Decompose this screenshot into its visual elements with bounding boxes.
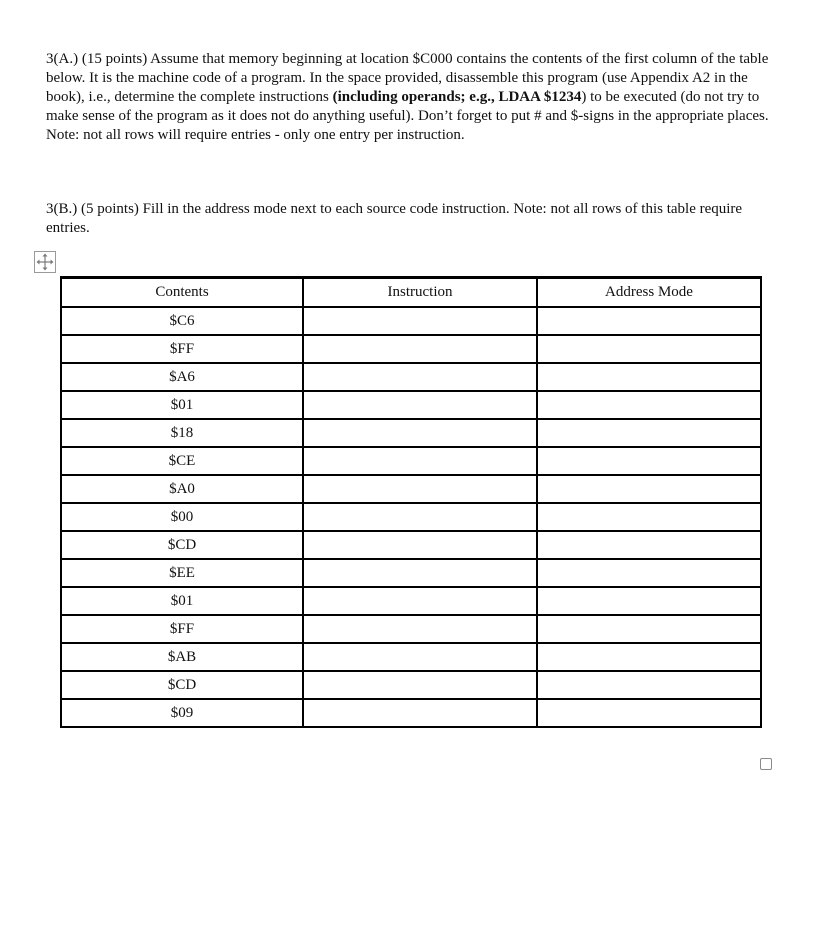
contents-cell: $00 [61, 503, 303, 531]
address-mode-cell[interactable] [537, 307, 761, 335]
table-header-row [61, 278, 761, 308]
instruction-cell[interactable] [303, 447, 537, 475]
instruction-cell[interactable] [303, 363, 537, 391]
address-mode-cell[interactable] [537, 615, 761, 643]
instruction-cell[interactable] [303, 615, 537, 643]
contents-cell: $C6 [61, 307, 303, 335]
table-row [61, 587, 761, 615]
contents-cell: $01 [61, 587, 303, 615]
address-mode-cell[interactable] [537, 419, 761, 447]
address-mode-cell[interactable] [537, 503, 761, 531]
instruction-cell[interactable] [303, 559, 537, 587]
instruction-cell[interactable] [303, 419, 537, 447]
address-mode-cell[interactable] [537, 447, 761, 475]
instruction-cell[interactable] [303, 699, 537, 727]
table-row [61, 475, 761, 503]
contents-cell: $01 [61, 391, 303, 419]
header-instruction: Instruction [303, 278, 537, 308]
contents-cell: $CD [61, 531, 303, 559]
table-resize-handle[interactable] [760, 758, 772, 770]
table-row [61, 335, 761, 363]
contents-cell: $A0 [61, 475, 303, 503]
machine-code-table [60, 276, 762, 728]
address-mode-cell[interactable] [537, 559, 761, 587]
table-row [61, 699, 761, 727]
table-row [61, 447, 761, 475]
address-mode-cell[interactable] [537, 699, 761, 727]
contents-cell: $09 [61, 699, 303, 727]
contents-cell: $A6 [61, 363, 303, 391]
contents-cell: $18 [61, 419, 303, 447]
table-row [61, 531, 761, 559]
question-3a-text-part2: ) to be executed (do not try to make sense of the program as it does not do anything useful). Don’t forget to put # and $-signs in the appropriate places. Note: not all rows will require entries - only one entry per instruction. [46, 89, 769, 143]
address-mode-cell[interactable] [537, 391, 761, 419]
instruction-cell[interactable] [303, 335, 537, 363]
contents-cell: $EE [61, 559, 303, 587]
table-row [61, 307, 761, 335]
table-row [61, 559, 761, 587]
address-mode-cell[interactable] [537, 363, 761, 391]
instruction-cell[interactable] [303, 587, 537, 615]
instruction-cell[interactable] [303, 503, 537, 531]
table-row [61, 503, 761, 531]
instruction-cell[interactable] [303, 475, 537, 503]
contents-cell: $CE [61, 447, 303, 475]
header-address-mode: Address Mode [537, 278, 761, 308]
question-3a-text-part1: 3(A.) (15 points) Assume that memory beginning at location $C000 contains the contents of the first column of the table below. It is the machine code of a program. In the space provided, disassemble this program (use Appendix A2 in the book), i.e., determine the complete instructions [46, 51, 769, 105]
address-mode-cell[interactable] [537, 531, 761, 559]
table-row [61, 671, 761, 699]
instruction-cell[interactable] [303, 671, 537, 699]
address-mode-cell[interactable] [537, 587, 761, 615]
instruction-cell[interactable] [303, 531, 537, 559]
instruction-cell[interactable] [303, 643, 537, 671]
address-mode-cell[interactable] [537, 335, 761, 363]
contents-cell: $FF [61, 615, 303, 643]
question-3b-text: 3(B.) (5 points) Fill in the address mode next to each source code instruction. Note: not all rows of this table require entries. [46, 201, 743, 236]
table-row [61, 363, 761, 391]
contents-cell: $CD [61, 671, 303, 699]
contents-cell: $FF [61, 335, 303, 363]
question-3a-bold-text: (including operands; e.g., LDAA $1234 [332, 89, 582, 105]
instruction-cell[interactable] [303, 307, 537, 335]
table-row [61, 643, 761, 671]
question-3a-text [46, 50, 781, 145]
header-contents: Contents [61, 278, 303, 308]
address-mode-cell[interactable] [537, 671, 761, 699]
instruction-cell[interactable] [303, 391, 537, 419]
address-mode-cell[interactable] [537, 643, 761, 671]
contents-cell: $AB [61, 643, 303, 671]
table-row [61, 419, 761, 447]
table-row [61, 391, 761, 419]
table-row [61, 615, 761, 643]
table-move-handle-icon[interactable] [34, 251, 56, 273]
address-mode-cell[interactable] [537, 475, 761, 503]
